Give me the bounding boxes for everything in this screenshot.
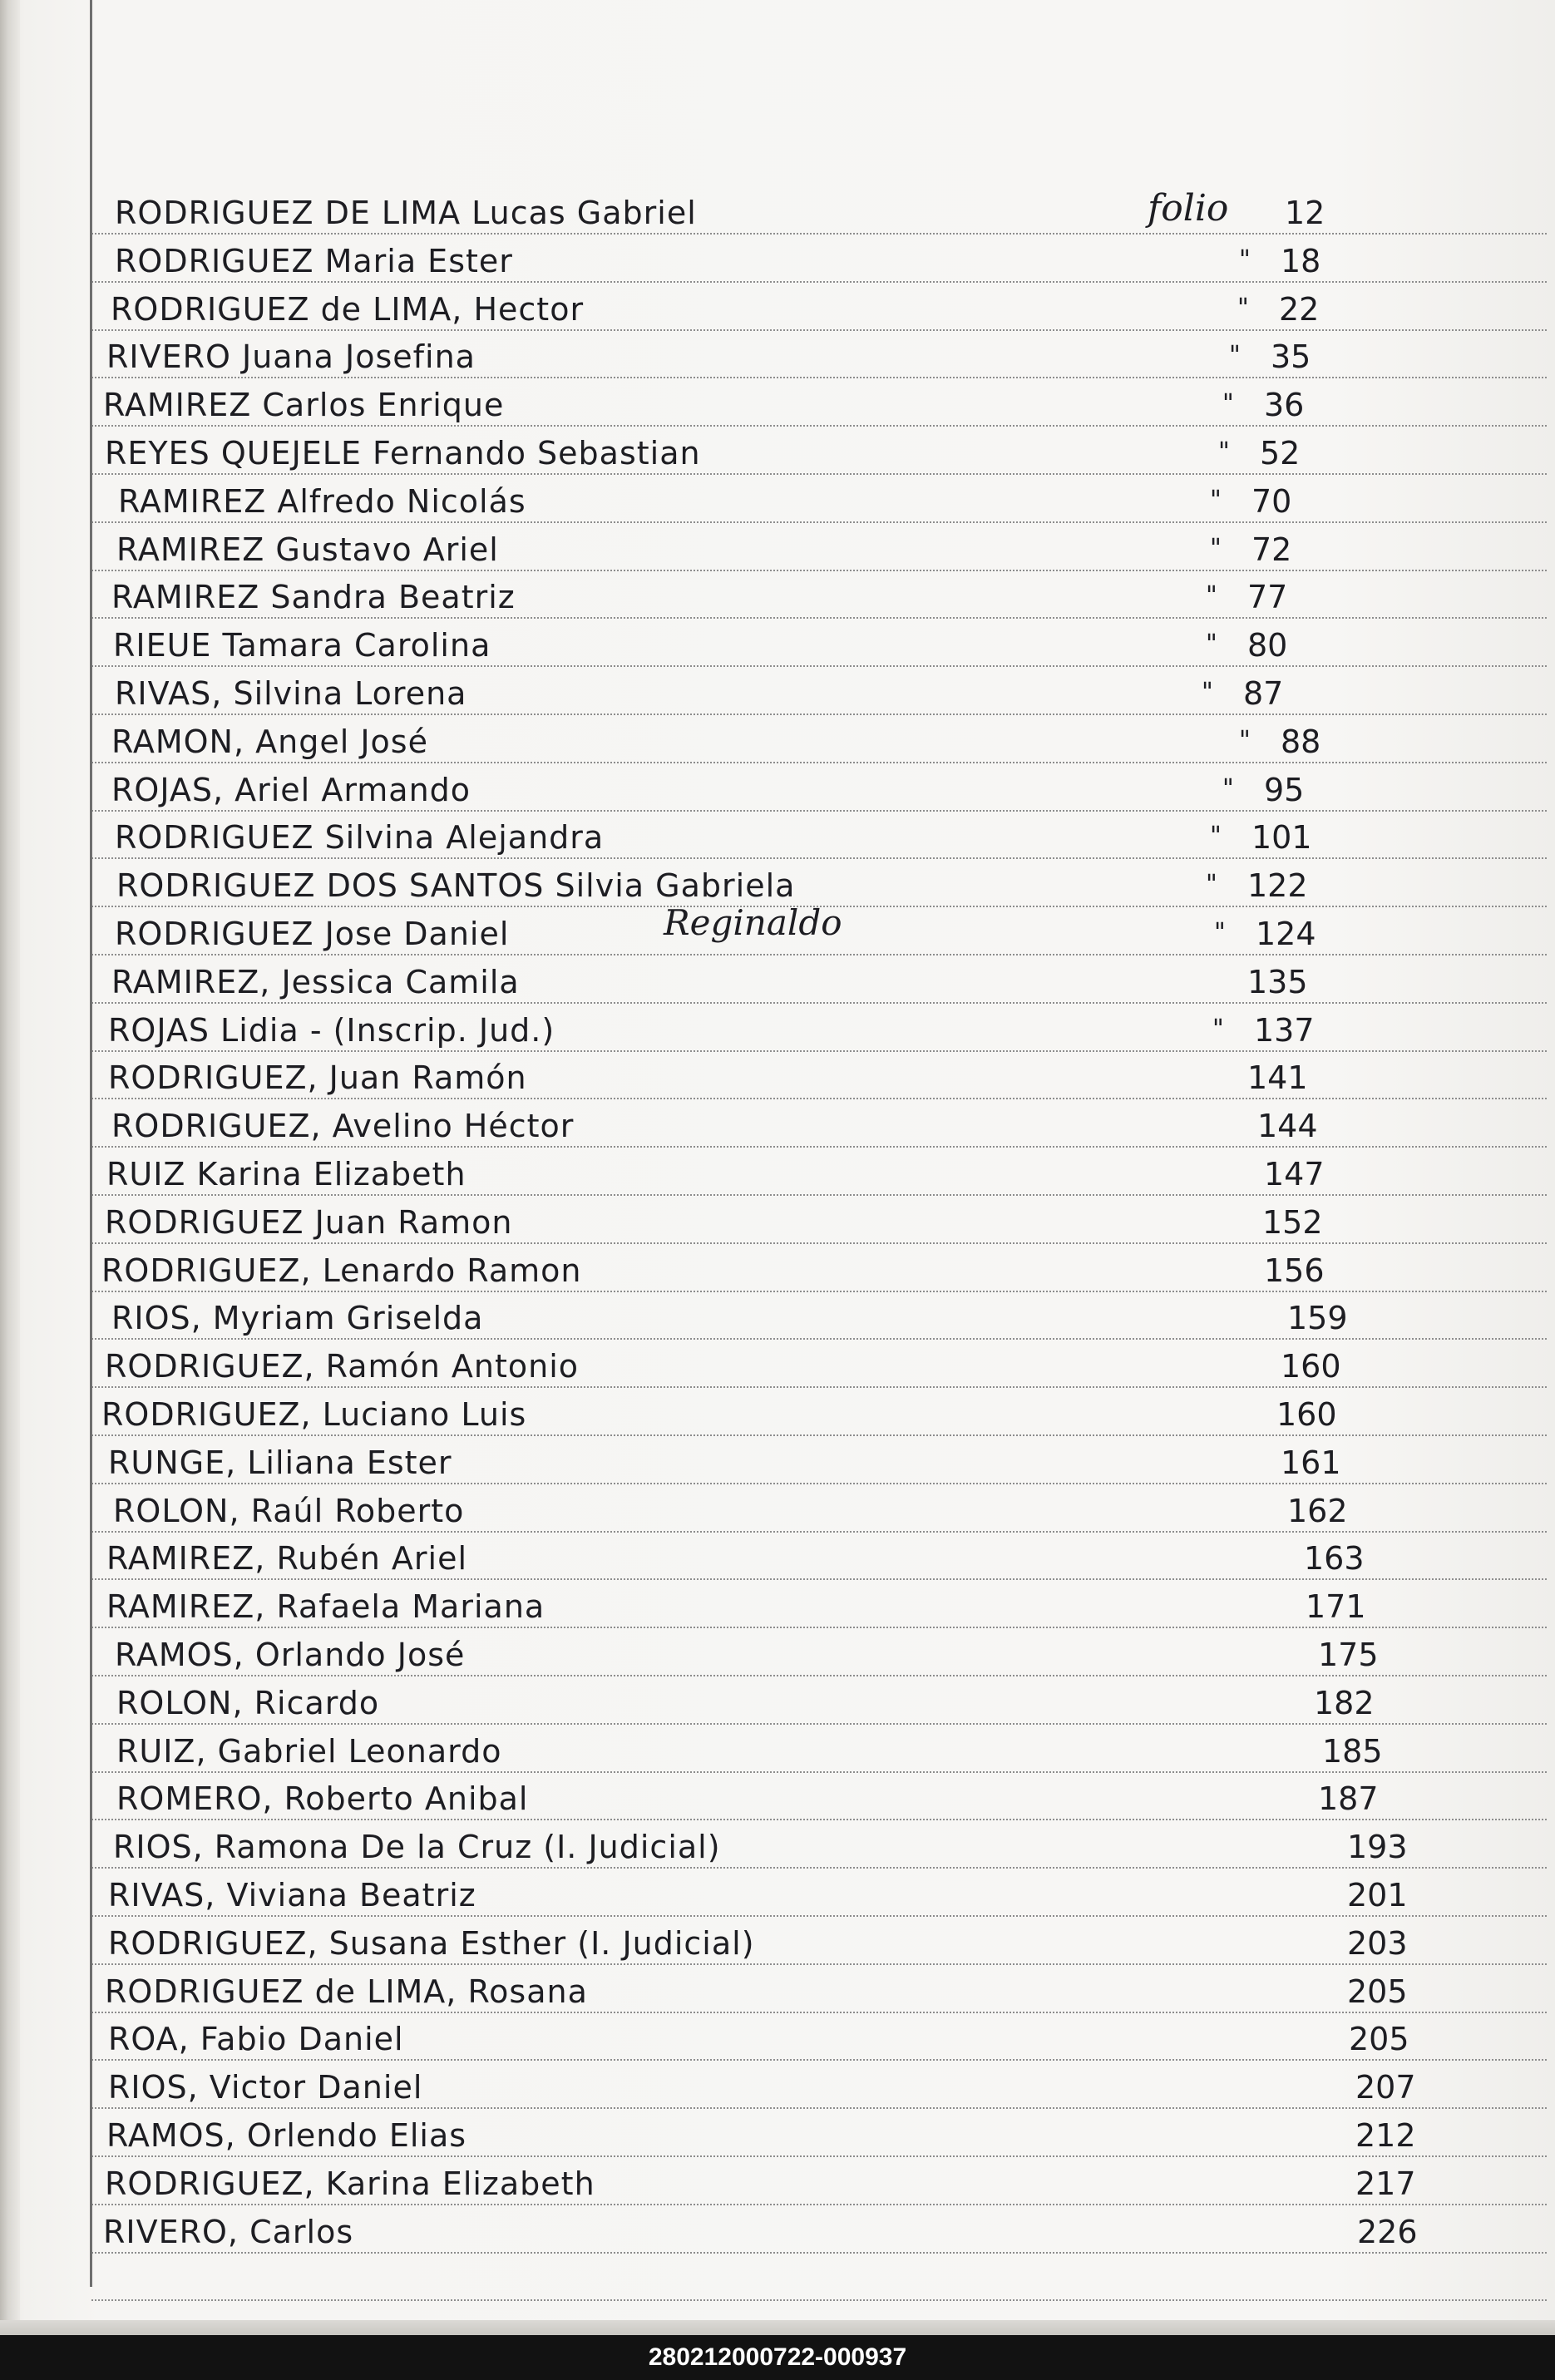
entry-name: RAMIREZ, Rafaela Mariana <box>106 1588 545 1625</box>
register-entry <box>0 1965 1555 2012</box>
folio-label: folio <box>1148 187 1229 230</box>
entry-name: RODRIGUEZ, Ramón Antonio <box>105 1348 580 1385</box>
register-entry <box>0 186 1555 233</box>
register-entry <box>0 2061 1555 2107</box>
entry-folio: 147 <box>1264 1156 1325 1192</box>
entry-folio: 187 <box>1318 1780 1379 1817</box>
entry-name: ROA, Fabio Daniel <box>108 2021 404 2057</box>
entry-name: RIVERO Juana Josefina <box>106 338 476 375</box>
register-entry <box>0 2012 1555 2059</box>
entry-folio: 203 <box>1347 1925 1408 1962</box>
register-entry <box>0 427 1555 473</box>
entry-folio: 72 <box>1251 531 1292 568</box>
margin-annotation: Reginaldo <box>664 902 842 943</box>
ditto-mark: " <box>1212 1015 1224 1044</box>
register-entry <box>0 523 1555 570</box>
entry-name: RODRIGUEZ Jose Daniel <box>115 916 510 952</box>
entry-folio: 161 <box>1281 1444 1341 1481</box>
entry-name: RODRIGUEZ DE LIMA Lucas Gabriel <box>115 195 697 231</box>
register-entry <box>0 619 1555 665</box>
entry-folio: 87 <box>1243 675 1284 712</box>
entry-folio: 212 <box>1355 2117 1416 2154</box>
entry-name: RODRIGUEZ, Luciano Luis <box>101 1396 527 1433</box>
entry-folio: 22 <box>1279 291 1320 328</box>
entry-folio: 135 <box>1247 964 1308 1000</box>
entry-folio: 144 <box>1257 1108 1318 1144</box>
entry-folio: 88 <box>1281 723 1321 760</box>
entry-name: RODRIGUEZ Juan Ramon <box>105 1204 513 1241</box>
register-entry <box>0 1628 1555 1675</box>
entry-folio: 217 <box>1355 2165 1416 2202</box>
ditto-mark: " <box>1222 774 1234 803</box>
register-entry <box>0 763 1555 810</box>
entry-folio: 162 <box>1287 1493 1348 1529</box>
entry-folio: 36 <box>1264 387 1305 423</box>
entry-name: RIVAS, Viviana Beatriz <box>108 1877 476 1913</box>
register-entry <box>0 715 1555 762</box>
entry-name: RODRIGUEZ, Avelino Héctor <box>111 1108 575 1144</box>
register-entry <box>0 1917 1555 1963</box>
register-entry <box>0 859 1555 906</box>
entry-name: RIOS, Ramona De la Cruz (I. Judicial) <box>113 1829 721 1865</box>
ditto-mark: " <box>1202 678 1213 707</box>
entry-name: RAMIREZ Alfredo Nicolás <box>118 483 526 520</box>
ditto-mark: " <box>1214 918 1226 947</box>
entry-name: REYES QUEJELE Fernando Sebastian <box>105 435 701 472</box>
entry-name: ROMERO, Roberto Anibal <box>116 1780 529 1817</box>
ditto-mark: " <box>1237 294 1249 323</box>
entry-folio: 160 <box>1276 1396 1337 1433</box>
entry-folio: 124 <box>1256 916 1316 952</box>
ditto-mark: " <box>1210 822 1222 851</box>
entry-name: RAMON, Angel José <box>111 723 428 760</box>
register-entry <box>0 2109 1555 2155</box>
entry-folio: 159 <box>1287 1300 1348 1336</box>
entry-folio: 205 <box>1347 1973 1408 2010</box>
register-entry <box>0 475 1555 521</box>
entry-name: RAMIREZ, Rubén Ariel <box>106 1540 468 1577</box>
entry-name: RODRIGUEZ Silvina Alejandra <box>115 819 605 856</box>
entry-name: RAMIREZ Sandra Beatriz <box>111 579 516 615</box>
entry-name: RODRIGUEZ, Lenardo Ramon <box>101 1252 582 1289</box>
ruled-line <box>91 2299 1547 2301</box>
entry-folio: 70 <box>1251 483 1292 520</box>
register-entry <box>0 1340 1555 1386</box>
register-entry <box>0 667 1555 714</box>
register-entry <box>0 1725 1555 1771</box>
register-entry <box>0 1244 1555 1291</box>
entry-folio: 163 <box>1304 1540 1365 1577</box>
register-entry <box>0 1148 1555 1194</box>
ditto-mark: " <box>1206 870 1217 899</box>
register-entry <box>0 283 1555 329</box>
register-entry <box>0 1820 1555 1867</box>
entry-folio: 101 <box>1251 819 1312 856</box>
entry-folio: 171 <box>1306 1588 1366 1625</box>
entry-folio: 18 <box>1281 243 1321 279</box>
entry-folio: 182 <box>1314 1685 1375 1721</box>
entry-name: RUNGE, Liliana Ester <box>108 1444 452 1481</box>
register-entry <box>0 1436 1555 1483</box>
entry-name: RODRIGUEZ de LIMA, Rosana <box>105 1973 588 2010</box>
entry-folio: 201 <box>1347 1877 1408 1913</box>
register-entry <box>0 1484 1555 1531</box>
entry-folio: 12 <box>1285 195 1325 231</box>
entry-folio: 226 <box>1357 2214 1418 2250</box>
scan-id: 280212000722-000937 <box>648 2343 907 2371</box>
register-entry <box>0 1004 1555 1050</box>
register-entry <box>0 330 1555 377</box>
entry-folio: 193 <box>1347 1829 1408 1865</box>
entry-name: RIOS, Victor Daniel <box>108 2069 423 2106</box>
entry-name: RAMOS, Orlando José <box>115 1637 466 1673</box>
entry-folio: 80 <box>1247 627 1288 664</box>
entry-name: RAMOS, Orlendo Elias <box>106 2117 467 2154</box>
entry-name: RAMIREZ Carlos Enrique <box>103 387 505 423</box>
entry-name: RODRIGUEZ de LIMA, Hector <box>111 291 585 328</box>
entry-folio: 77 <box>1247 579 1288 615</box>
entry-name: RODRIGUEZ, Juan Ramón <box>108 1059 527 1096</box>
entry-folio: 95 <box>1264 772 1305 808</box>
register-entry <box>0 1051 1555 1098</box>
ruled-line <box>91 2252 1547 2254</box>
register-entry <box>0 1099 1555 1146</box>
entry-name: RIVERO, Carlos <box>103 2214 354 2250</box>
entry-folio: 52 <box>1260 435 1301 472</box>
ditto-mark: " <box>1239 726 1251 755</box>
register-entry <box>0 2157 1555 2204</box>
entry-name: RODRIGUEZ DOS SANTOS Silvia Gabriela <box>116 867 796 904</box>
ditto-mark: " <box>1239 245 1251 274</box>
entry-folio: 205 <box>1349 2021 1409 2057</box>
register-entry <box>0 235 1555 281</box>
register-entry <box>0 1291 1555 1338</box>
register-entry <box>0 1388 1555 1434</box>
register-entry <box>0 1772 1555 1819</box>
ditto-mark: " <box>1218 437 1230 467</box>
entry-name: RAMIREZ Gustavo Ariel <box>116 531 499 568</box>
entry-name: ROJAS, Ariel Armando <box>111 772 471 808</box>
register-entry <box>0 2205 1555 2252</box>
entry-folio: 175 <box>1318 1637 1379 1673</box>
entry-name: RODRIGUEZ, Susana Esther (I. Judicial) <box>108 1925 755 1962</box>
entry-name: ROLON, Raúl Roberto <box>113 1493 465 1529</box>
entry-folio: 35 <box>1271 338 1311 375</box>
register-entry <box>0 1532 1555 1578</box>
entry-name: RODRIGUEZ, Karina Elizabeth <box>105 2165 595 2202</box>
entry-name: ROLON, Ricardo <box>116 1685 380 1721</box>
entry-folio: 160 <box>1281 1348 1341 1385</box>
ditto-mark: " <box>1210 534 1222 563</box>
entry-name: RIOS, Myriam Griselda <box>111 1300 484 1336</box>
register-entry <box>0 955 1555 1002</box>
entry-name: RODRIGUEZ Maria Ester <box>115 243 513 279</box>
entry-folio: 122 <box>1247 867 1308 904</box>
paper-bottom-edge <box>0 2320 1555 2335</box>
register-entry <box>0 570 1555 617</box>
register-entry <box>0 1196 1555 1242</box>
entry-folio: 185 <box>1322 1733 1383 1770</box>
entry-folio: 156 <box>1264 1252 1325 1289</box>
register-entry <box>0 1580 1555 1627</box>
ditto-mark: " <box>1210 486 1222 515</box>
register-entry <box>0 811 1555 857</box>
ditto-mark: " <box>1222 389 1234 418</box>
entry-name: ROJAS Lidia - (Inscrip. Jud.) <box>108 1012 555 1049</box>
register-entry <box>0 1869 1555 1915</box>
ditto-mark: " <box>1229 341 1241 370</box>
entry-name: RIVAS, Silvina Lorena <box>115 675 467 712</box>
entry-name: RIEUE Tamara Carolina <box>113 627 491 664</box>
entry-name: RAMIREZ, Jessica Camila <box>111 964 520 1000</box>
entry-name: RUIZ Karina Elizabeth <box>106 1156 466 1192</box>
entry-folio: 152 <box>1262 1204 1323 1241</box>
register-entry <box>0 1676 1555 1723</box>
ditto-mark: " <box>1206 581 1217 610</box>
entry-folio: 141 <box>1247 1059 1308 1096</box>
entry-folio: 207 <box>1355 2069 1416 2106</box>
entry-folio: 137 <box>1254 1012 1315 1049</box>
register-entry <box>0 378 1555 425</box>
entry-name: RUIZ, Gabriel Leonardo <box>116 1733 502 1770</box>
ditto-mark: " <box>1206 630 1217 659</box>
